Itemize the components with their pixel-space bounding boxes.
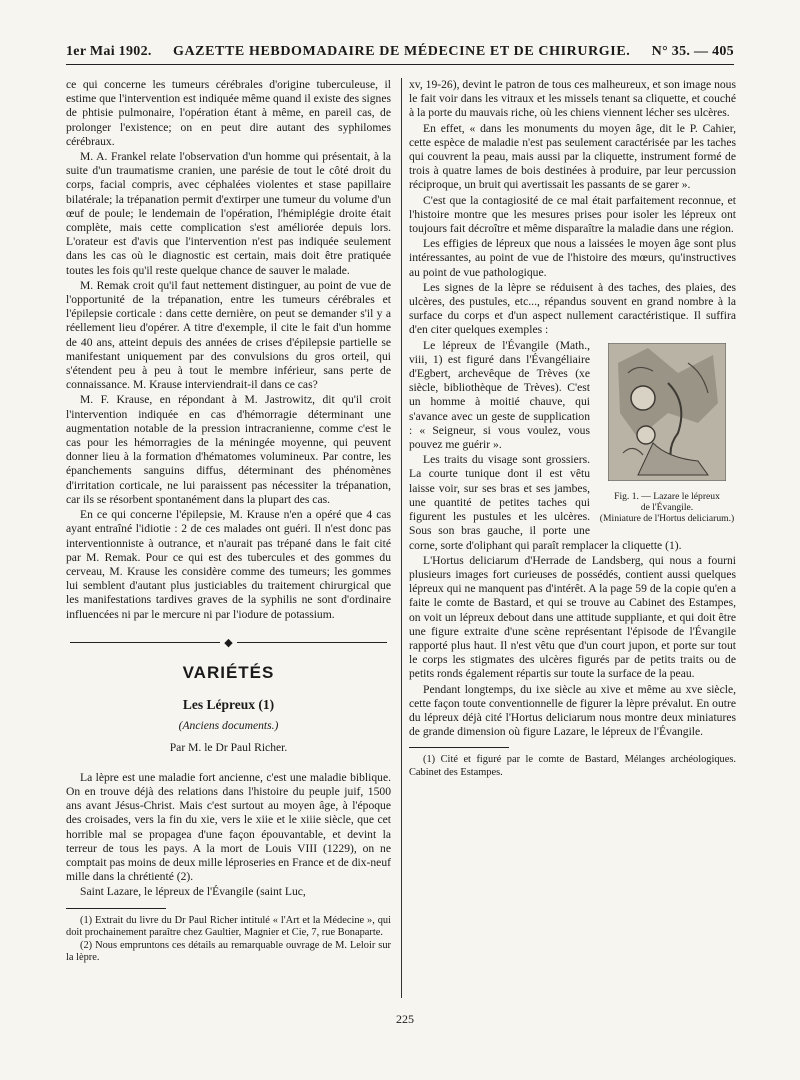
paragraph: Les effigies de lépreux que nous a laissées le moyen âge sont plus intéressantes, au point de vue de l'histoire des mœurs, qu'instructives au point de vue pathologique. <box>409 237 736 279</box>
figure-caption <box>598 491 736 524</box>
page-header <box>66 44 734 65</box>
journal-title: GAZETTE HEBDOMADAIRE DE MÉDECINE ET DE CHIRURGIE. <box>172 44 631 59</box>
paragraph: La lèpre est une maladie fort ancienne, c'est une maladie biblique. On en trouve déjà des relations dans l'histoire du peuple juif, 1500 ans avant Jésus-Christ. Mais c'est surtout au moyen âge, à l'époque des croisades, vers la fin du xie, vers le xiie et le xiiie siècle, que cet horrible mal se propagea d'une façon épouvantable, et devint la terreur de tous les pays. A la mort de Louis VIII (1229), on ne comptait pas moins de deux mille léproseries en France et de dix-neuf mille dans la chrétienté (2). <box>66 770 391 884</box>
paragraph: C'est que la contagiosité de ce mal était parfaitement reconnue, et l'histoire montre que les mesures prises pour isoler les lépreux ont toujours fait décroître et même disparaître la maladie dans une région. <box>409 193 736 236</box>
section-title: VARIÉTÉS <box>182 662 275 682</box>
section-ornament <box>66 636 391 650</box>
paragraph: Pendant longtemps, du ixe siècle au xive et même au xve siècle, cette façon toute conventionnelle de figurer la lèpre prévalut. En outre du lépreux déjà cité l'Hortus deliciarum nous montre deux miniatures de grande dimension où figure Lazare, le lépreux de l'Évangile. <box>409 682 736 739</box>
article-byline: Par M. le Dr Paul Richer. <box>169 740 288 754</box>
footnote-rule <box>66 908 166 909</box>
right-column <box>409 78 736 780</box>
page-number: 225 <box>396 1012 414 1026</box>
paragraph: xv, 19-26), devint le patron de tous ces malheureux, et son image nous le fait voir dans les vitraux et les missels tenant sa cliquette, et couché à la porte du mauvais riche, où les chiens viennent lécher ses ulcères. <box>409 78 736 120</box>
paragraph: L'Hortus deliciarum d'Herrade de Landsberg, qui nous a fourni plusieurs images fort curieuses de possédés, contient aussi quelques lépreux qui ne manquent pas d'intérêt. A la page 59 de la copie qu'en a faite le comte de Bastard, et qui se trouve au Cabinet des Estampes, on voit un lépreux debout dans une attitude suppliante, et qui doit être une figure extraite d'une scène représentant l'épisode de l'Évangile rapporté plus haut. Il n'est vêtu que d'un court jupon, et porte sur tout le corps les stigmates des ulcères figurés par de petits traits ou de petits ronds également répartis sur toute la surface de la peau. <box>409 553 736 681</box>
left-column <box>66 78 391 965</box>
paragraph: M. A. Frankel relate l'observation d'un homme qui présentait, à la suite d'un traumatisme cranien, une parésie de tout le côté droit du corps, facial compris, avec céphalées violentes et stase papillaire bilatérale; la trépanation permit d'extirper une tumeur du volume d'un œuf de poule; le lendemain de l'opération, l'hémiplégie droite était complète, mais cette complication s'est améliorée depuis lors. L'orateur est d'avis que l'intervention n'est pas indiquée seulement dans les cas où le diagnostic est certain, mais doit être pratiquée toutes les fois qu'il reste quelque chance de sauver le malade. <box>66 150 391 277</box>
figure-lazarus <box>598 343 736 524</box>
paragraph: Le lépreux de l'Évangile (Math., viii, 1) est figuré dans l'Évangéliaire d'Egbert, archevêque de Trèves (xe siècle, bibliothèque de Trèves). C'est un homme à moitié chauve, qui s'avance avec un geste de supplication : « Seigneur, si vous voulez, vous pouvez me guérir ». <box>409 338 590 452</box>
paragraph: ce qui concerne les tumeurs cérébrales d'origine tuberculeuse, il estime que l'intervention est indiquée même quand il existe des signes de phtisie pulmonaire, l'opération étant à même, en pareil cas, de prolonger l'existence; on en peut dire autant des syphilomes cérébraux. <box>66 78 391 148</box>
paragraph: M. Remak croit qu'il faut nettement distinguer, au point de vue de l'opportunité de la trépanation, entre les tumeurs cérébrales et l'épilepsie corticale : dans cette dernière, on peut se demander s'il y a réellement lieu d'opérer. A titre d'exemple, il cite le fait d'un homme de 40 ans, atteint depuis des années de crises d'épilepsie partielle se manifestant uniquement par des convulsions du gros orteil, qui s'étendent peu à peu à tout le membre inférieur, sans perte de connaissance. M. Krause interviendrait-il dans ce cas? <box>66 278 391 392</box>
column-divider <box>401 78 402 998</box>
article-title: Les Lépreux (1) <box>182 697 275 713</box>
ornament-rule <box>70 642 220 643</box>
paragraph: Saint Lazare, le lépreux de l'Évangile (saint Luc, <box>80 885 306 899</box>
footnote-rule <box>409 747 509 748</box>
header-date: 1er Mai 1902. <box>66 44 152 59</box>
footnote: (1) Extrait du livre du Dr Paul Richer intitulé « l'Art et la Médecine », qui doit prochainement paraître chez Gaultier, Magnier et Cie, 7, rue Bonaparte. <box>66 914 391 939</box>
diamond-icon: ◆ <box>224 636 233 649</box>
figure-caption-line: Fig. 1. — Lazare le lépreux <box>614 490 720 502</box>
figure-caption-line: (Miniature de l'Hortus deliciarum.) <box>599 512 735 524</box>
miniature-illustration <box>608 343 726 481</box>
figure-caption-line: de l'Évangile. <box>640 501 694 513</box>
article-subtitle: (Anciens documents.) <box>178 719 279 733</box>
paragraph: M. F. Krause, en répondant à M. Jastrowitz, dit qu'il croit l'intervention indiquée en cas d'hémorragie déterminant une augmentation notable de la pression intracranienne, comme c'est le cas pour les hémorragies de la méningée moyenne, qui peuvent donner lieu à la formation d'hématomes volumineux. Par contre, les épanchements sanguins diffus, déterminant des phénomènes d'irritation corticale, ne lui paraissent pas nécessiter la trépanation, car ils se résorbent spontanément dans la plupart des cas. <box>66 393 391 506</box>
paragraph: En effet, « dans les monuments du moyen âge, dit le P. Cahier, cette espèce de maladie n'est pas seulement caractérisée par les taches qui couvrent la peau, mais aussi par la cliquette, instrument formé de trois à quatre lames de bois destinées à produire, par leur percussion réciproque, un bruit qui avertissait les passants de se garer ». <box>409 121 736 192</box>
ornament-rule <box>237 642 387 643</box>
footnote: (1) Cité et figuré par le comte de Bastard, Mélanges archéologiques. Cabinet des Estampes. <box>409 754 736 778</box>
issue-number: N° 35. — 405 <box>651 44 734 59</box>
paragraph: En ce qui concerne l'épilepsie, M. Krause n'en a opéré que 4 cas ayant entraîné l'idiotie : 2 de ces malades ont guéri. Il n'est donc pas interventionniste à outrance, et n'aurait pas trépané dans le fait cité par M. Remak. Pour ce qui est des tubercules et des gommes du cerveau, M. Krause les considère comme des tumeurs; les gommes lui semblent d'autant plus justiciables du traitement chirurgical que les manifestations tardives graves de la syphilis ne sont d'ordinaire influencées ni par le mercure ni par l'iodure de potassium. <box>66 508 391 621</box>
footnote: (2) Nous empruntons ces détails au remarquable ouvrage de M. Leloir sur la lèpre. <box>66 939 391 964</box>
paragraph: Les signes de la lèpre se réduisent à des taches, des plaies, des ulcères, des pustules, etc..., répandus souvent en grand nombre à la surface du corps et d'un aspect nullement caractéristique. Il suffira d'en citer quelques exemples : <box>409 280 736 337</box>
paragraph: Les traits du visage sont grossiers. La courte tunique dont il est vêtu laisse voir, sur ses bras et ses jambes, une quantité de petites taches qui figurent les pustules et les ulcères. Sous son bras gauche, il porte une corne, sorte d'oliphant qui paraît remplacer la cliquette (1). <box>409 453 682 552</box>
